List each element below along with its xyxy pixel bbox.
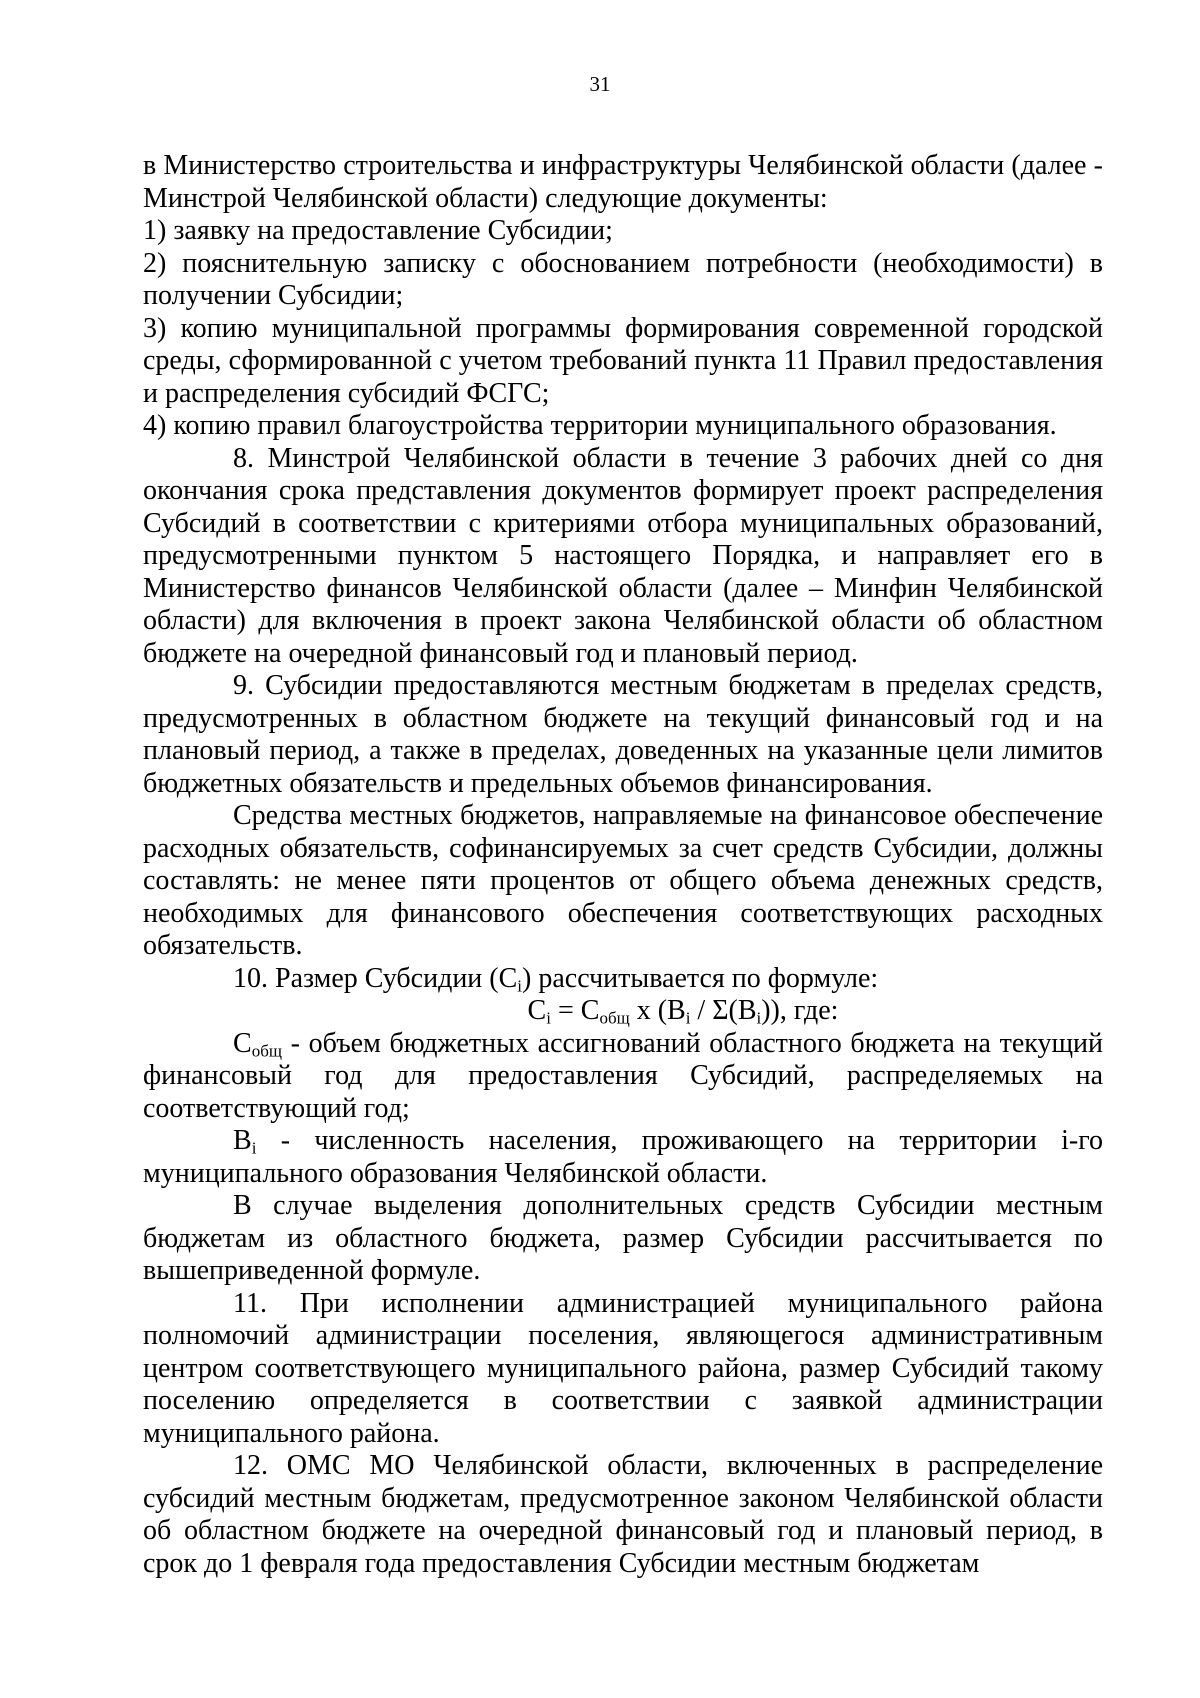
formula-b2-sub: i [756, 1008, 762, 1028]
paragraph-8: 8. Минстрой Челябинской области в течение 3 рабочих дней со дня окончания срока представления документов формирует проект распределения Субсидий в соответствии с критериями отбора муниципальных образований, предусмотренными пунктом 5 настоящего Порядка, и направляет его в Министерство финансов Челябинской области (далее – Минфин Челябинской области) для включения в проект закона Челябинской области об областном бюджете на очередной финансовый год и плановый период. [143, 442, 1103, 669]
document-body [143, 150, 1103, 1580]
def-c-text: - объем бюджетных ассигнований областного бюджета на текущий финансовый год для предоставления Субсидий, распределяемых на соответствующий год; [143, 1027, 1103, 1124]
paragraph-9: 9. Субсидии предоставляются местным бюджетам в пределах средств, предусмотренных в областном бюджете на текущий финансовый год и на плановый период, а также в пределах, доведенных на указанные цели лимитов бюджетных обязательств и предельных объемов финансирования. [143, 670, 1103, 799]
def-b-symbol: B [233, 1125, 252, 1156]
paragraph-10-sub: i [517, 975, 523, 995]
definition-b-i [143, 1125, 1103, 1190]
formula-mid2: / Σ(B [690, 995, 757, 1026]
paragraph-local-budgets: Средства местных бюджетов, направляемые на финансовое обеспечение расходных обязательств, софинансируемых за счет средств Субсидии, должны составлять: не менее пяти процентов от общего объема денежных средств, необходимых для финансового обеспечения соответствующих расходных обязательств. [143, 800, 1103, 961]
def-c-symbol: C [233, 1027, 252, 1059]
formula-b-sub: i [685, 1008, 691, 1028]
paragraph-item-3: 3) копию муниципальной программы формирования современной городской среды, сформированной с учетом требований пункта 11 Правил предоставления и распределения субсидий ФСГС; [143, 312, 1103, 409]
paragraph-item-2: 2) пояснительную записку с обоснованием потребности (необходимости) в получении Субсидии; [143, 247, 1103, 311]
page-number: 31 [589, 72, 611, 96]
def-b-text: - численность населения, проживающего на территории i-го муниципального образования Челябинской области. [143, 1125, 1103, 1189]
formula-c-sub: i [546, 1008, 551, 1028]
paragraph-additional-funds: В случае выделения дополнительных средств Субсидии местным бюджетам из областного бюджета, размер Субсидии рассчитывается по вышеприведенной формуле. [143, 1190, 1103, 1286]
definition-c-obsh [143, 1028, 1103, 1126]
paragraph-10 [143, 963, 1103, 996]
formula-eq: = C [550, 995, 600, 1026]
formula-mid: x (B [629, 995, 686, 1026]
paragraph-10-after: ) рассчитывается по формуле: [522, 962, 879, 994]
paragraph-item-4: 4) копию правил благоустройства территории муниципального образования. [143, 410, 1057, 441]
formula-end: )), где: [761, 995, 839, 1026]
formula-obsh-sub: общ [599, 1008, 630, 1028]
formula-c: C [527, 995, 547, 1026]
formula [143, 995, 1103, 1028]
def-c-sub: общ [251, 1040, 282, 1060]
paragraph-intro: в Министерство строительства и инфраструктуры Челябинской области (далее - Минстрой Челябинской области) следующие документы: [143, 150, 1103, 214]
paragraph-item-1: 1) заявку на предоставление Субсидии; [143, 215, 613, 246]
paragraph-11: 11. При исполнении администрацией муниципального района полномочий администрации поселения, являющегося административным центром соответствующего муниципального района, размер Субсидий такому поселению определяется в соответствии с заявкой администрации муниципального района. [143, 1287, 1103, 1449]
paragraph-12: 12. ОМС МО Челябинской области, включенных в распределение субсидий местным бюджетам, предусмотренное законом Челябинской области об областном бюджете на очередной финансовый год и плановый период, в срок до 1 февраля года предоставления Субсидии местным бюджетам [143, 1450, 1103, 1579]
def-b-sub: i [251, 1138, 257, 1158]
paragraph-10-before: 10. Размер Субсидии (C [233, 962, 518, 994]
